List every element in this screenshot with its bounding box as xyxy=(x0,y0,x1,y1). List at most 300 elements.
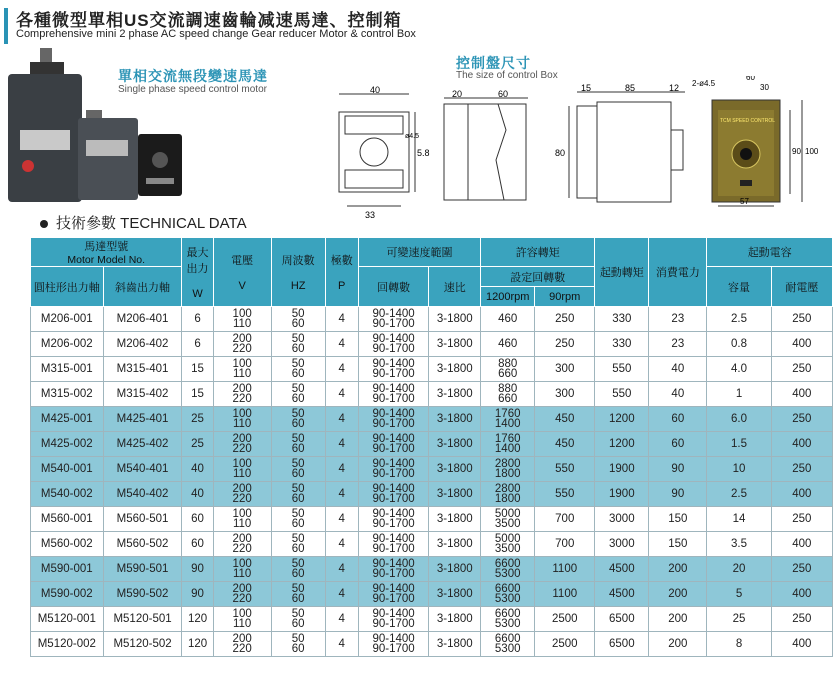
panel-brand-label: TCM SPEED CONTROL xyxy=(720,118,776,124)
cell-w xyxy=(182,307,213,332)
cell-t1a xyxy=(481,607,535,632)
cell-cyl xyxy=(31,382,104,407)
page-title: 各種微型單相US交流調速齒輪减速馬達、控制箱 xyxy=(16,11,402,30)
cell-cyl xyxy=(31,632,104,657)
cell-cap xyxy=(707,382,771,407)
cell-t2 xyxy=(535,407,595,432)
cell-cap xyxy=(707,482,771,507)
dim-panel-h2: 100 xyxy=(805,147,819,156)
cell-p xyxy=(325,582,358,607)
cell-value: 60 xyxy=(291,518,305,530)
cell-value: 110 xyxy=(232,468,252,480)
cell-wv xyxy=(771,582,832,607)
cell-value: 3-1800 xyxy=(436,538,473,550)
cell-value: 220 xyxy=(232,543,252,555)
cell-value: 3-1800 xyxy=(436,463,473,475)
cell-value: 6600 xyxy=(494,633,521,645)
cell-value: 0.8 xyxy=(731,338,748,350)
cell-value: 110 xyxy=(232,618,252,630)
cell-ratio xyxy=(429,357,481,382)
cell-v1 xyxy=(213,407,271,432)
header-power-label: 最大出力 xyxy=(186,247,209,275)
cell-value: 90-1400 xyxy=(372,383,415,395)
cell-cap xyxy=(707,582,771,607)
cell-w xyxy=(182,382,213,407)
page-subtitle: Comprehensive mini 2 phase AC speed change Gear reducer Motor & control Box xyxy=(16,28,416,40)
cell-pc xyxy=(649,407,707,432)
cell-w xyxy=(182,632,213,657)
cell-value: 60 xyxy=(671,413,685,425)
cell-hz1 xyxy=(271,507,325,532)
cell-value: 4 xyxy=(338,388,345,400)
cell-value: 3000 xyxy=(609,538,635,550)
cell-value: 100 xyxy=(232,458,252,470)
cell-t1a xyxy=(481,582,535,607)
cell-cap xyxy=(707,532,771,557)
cell-value: 4 xyxy=(338,438,345,450)
header-capacity: 容量 xyxy=(707,267,771,307)
cell-value: 400 xyxy=(792,438,812,450)
cell-value: 400 xyxy=(792,338,812,350)
cell-w xyxy=(182,482,213,507)
cell-value: 3-1800 xyxy=(436,338,473,350)
bullet-icon xyxy=(40,220,48,228)
cell-r1 xyxy=(358,607,429,632)
cell-value: 100 xyxy=(232,508,252,520)
cell-value: 2800 xyxy=(494,458,521,470)
cell-v1 xyxy=(213,382,271,407)
cell-value: 300 xyxy=(555,388,575,400)
cell-value: 25 xyxy=(732,613,746,625)
cell-value: 1200 xyxy=(609,438,635,450)
table-row xyxy=(31,507,833,532)
cell-value: 110 xyxy=(232,568,252,580)
cell-value: M315-002 xyxy=(40,388,93,400)
cell-r1 xyxy=(358,332,429,357)
cell-r1 xyxy=(358,432,429,457)
cell-ratio xyxy=(429,582,481,607)
cell-w xyxy=(182,332,213,357)
cell-t1a xyxy=(481,482,535,507)
table-row xyxy=(31,532,833,557)
cell-value: 60 xyxy=(291,643,305,655)
cell-cyl xyxy=(31,507,104,532)
cell-ratio xyxy=(429,382,481,407)
cell-value: M425-401 xyxy=(116,413,169,425)
cell-ratio xyxy=(429,532,481,557)
cell-pc xyxy=(649,457,707,482)
cell-value: 150 xyxy=(668,538,688,550)
cell-value: 60 xyxy=(191,513,204,525)
cell-value: 90-1700 xyxy=(372,518,415,530)
cell-value: 220 xyxy=(232,493,252,505)
cell-value: 200 xyxy=(232,333,252,345)
cell-w xyxy=(182,457,213,482)
cell-value: 90-1700 xyxy=(372,368,415,380)
cell-ratio xyxy=(429,432,481,457)
cell-value: 3-1800 xyxy=(436,363,473,375)
cell-value: 50 xyxy=(291,483,305,495)
dim-side-a: 20 xyxy=(452,90,463,99)
header-accent-bar xyxy=(4,8,8,44)
cell-value: 14 xyxy=(732,513,746,525)
cell-hel xyxy=(103,507,182,532)
cell-value: 4 xyxy=(338,613,345,625)
dim-panel-h1: 90 xyxy=(792,147,801,156)
cell-value: 5000 xyxy=(494,508,521,520)
cell-ratio xyxy=(429,457,481,482)
dim-box-c: 12 xyxy=(669,84,680,93)
cell-value: 40 xyxy=(671,363,685,375)
dim-socket-height: 5.8 xyxy=(417,148,430,158)
cell-t2 xyxy=(535,557,595,582)
cell-value: 90-1700 xyxy=(372,343,415,355)
cell-pc xyxy=(649,607,707,632)
cell-cap xyxy=(707,457,771,482)
cell-value: 90-1700 xyxy=(372,618,415,630)
cell-v1 xyxy=(213,332,271,357)
cell-hel xyxy=(103,482,182,507)
cell-value: 60 xyxy=(291,543,305,555)
cell-value: 460 xyxy=(498,338,518,350)
cell-value: M540-401 xyxy=(116,463,169,475)
cell-value: 250 xyxy=(792,413,812,425)
cell-t1a xyxy=(481,332,535,357)
cell-value: M540-002 xyxy=(40,488,93,500)
cell-t2 xyxy=(535,482,595,507)
cell-value: 5300 xyxy=(494,618,521,630)
cell-cyl xyxy=(31,332,104,357)
cell-value: 250 xyxy=(792,613,812,625)
cell-p xyxy=(325,382,358,407)
unit-p: P xyxy=(338,280,346,292)
cell-value: 60 xyxy=(291,318,305,330)
cell-value: 90-1400 xyxy=(372,533,415,545)
table-row xyxy=(31,432,833,457)
cell-value: 220 xyxy=(232,593,252,605)
cell-st xyxy=(595,532,649,557)
cell-value: 100 xyxy=(232,358,252,370)
cell-value: 60 xyxy=(291,568,305,580)
cell-value: 330 xyxy=(612,313,632,325)
cell-r1 xyxy=(358,357,429,382)
cell-cap xyxy=(707,632,771,657)
cell-ratio xyxy=(429,482,481,507)
cell-value: 60 xyxy=(291,443,305,455)
cell-value: 90-1400 xyxy=(372,433,415,445)
cell-value: 90-1700 xyxy=(372,443,415,455)
header-poles-label: 極數 xyxy=(330,255,353,267)
cell-value: M590-501 xyxy=(116,563,169,575)
cell-pc xyxy=(649,382,707,407)
cell-value: 200 xyxy=(668,638,688,650)
cell-t2 xyxy=(535,357,595,382)
cell-pc xyxy=(649,507,707,532)
cell-st xyxy=(595,382,649,407)
cell-pc xyxy=(649,482,707,507)
cell-value: 880 xyxy=(498,383,518,395)
header-start-torque: 起動轉矩 xyxy=(595,238,649,307)
cell-v1 xyxy=(213,507,271,532)
cell-value: 23 xyxy=(671,313,685,325)
cell-cap xyxy=(707,357,771,382)
cell-value: 700 xyxy=(555,538,575,550)
cell-value: 3500 xyxy=(494,543,521,555)
cell-t2 xyxy=(535,457,595,482)
table-row xyxy=(31,482,833,507)
cell-value: M540-001 xyxy=(40,463,93,475)
cell-value: 110 xyxy=(232,418,252,430)
cell-t1a xyxy=(481,357,535,382)
cell-value: 100 xyxy=(232,558,252,570)
cell-t1a xyxy=(481,407,535,432)
cell-st xyxy=(595,432,649,457)
cell-value: 200 xyxy=(232,633,252,645)
header-90rpm: 90rpm xyxy=(535,287,595,307)
cell-hz1 xyxy=(271,632,325,657)
cell-cap xyxy=(707,507,771,532)
cell-value: M315-402 xyxy=(116,388,169,400)
dim-socket-width: 40 xyxy=(370,86,381,95)
cell-value: M206-001 xyxy=(40,313,93,325)
cell-v1 xyxy=(213,607,271,632)
header-set-rpm: 設定回轉數 xyxy=(481,267,595,287)
box-side-drawing xyxy=(555,84,690,209)
cell-st xyxy=(595,607,649,632)
cell-t1a xyxy=(481,507,535,532)
cell-hz1 xyxy=(271,557,325,582)
cell-value: 1900 xyxy=(609,488,635,500)
cell-value: 200 xyxy=(232,433,252,445)
cell-cyl xyxy=(31,532,104,557)
cell-value: 6 xyxy=(194,338,201,350)
cell-value: 90-1700 xyxy=(372,468,415,480)
cell-value: 50 xyxy=(291,458,305,470)
cell-t2 xyxy=(535,532,595,557)
header-withstand: 耐電壓 xyxy=(771,267,832,307)
cell-value: 3-1800 xyxy=(436,488,473,500)
cell-value: 1760 xyxy=(494,408,521,420)
cell-hz1 xyxy=(271,482,325,507)
cell-wv xyxy=(771,432,832,457)
cell-p xyxy=(325,307,358,332)
cell-value: 50 xyxy=(291,583,305,595)
cell-t2 xyxy=(535,607,595,632)
cell-value: 60 xyxy=(291,393,305,405)
cell-r1 xyxy=(358,557,429,582)
cell-t2 xyxy=(535,507,595,532)
cell-cyl xyxy=(31,307,104,332)
table-row xyxy=(31,457,833,482)
cell-value: 90-1400 xyxy=(372,408,415,420)
cell-value: 5300 xyxy=(494,643,521,655)
cell-value: 120 xyxy=(187,613,208,625)
cell-value: 200 xyxy=(232,383,252,395)
cell-value: 3-1800 xyxy=(436,513,473,525)
cell-ratio xyxy=(429,557,481,582)
cell-value: 6600 xyxy=(494,583,521,595)
cell-value: 150 xyxy=(668,513,688,525)
cell-st xyxy=(595,482,649,507)
cell-p xyxy=(325,557,358,582)
cell-cyl xyxy=(31,482,104,507)
table-row xyxy=(31,307,833,332)
cell-t1a xyxy=(481,432,535,457)
cell-t2 xyxy=(535,332,595,357)
cell-w xyxy=(182,507,213,532)
cell-value: M590-502 xyxy=(116,588,169,600)
cell-ratio xyxy=(429,407,481,432)
cell-value: 400 xyxy=(792,488,812,500)
cell-value: 3-1800 xyxy=(436,438,473,450)
cell-value: 3-1800 xyxy=(436,413,473,425)
cell-value: 250 xyxy=(792,563,812,575)
cell-value: 660 xyxy=(498,393,518,405)
cell-p xyxy=(325,357,358,382)
cell-value: 60 xyxy=(291,343,305,355)
socket-drawing xyxy=(325,86,430,220)
cell-st xyxy=(595,457,649,482)
cell-value: M206-401 xyxy=(116,313,169,325)
cell-pc xyxy=(649,432,707,457)
header-torque: 許容轉矩 xyxy=(481,238,595,267)
cell-cap xyxy=(707,607,771,632)
cell-value: M5120-001 xyxy=(37,613,96,625)
cell-value: 4 xyxy=(338,313,345,325)
motor-section-title: 單相交流無段變速馬達 xyxy=(118,68,268,84)
unit-w: W xyxy=(192,288,203,300)
table-row xyxy=(31,582,833,607)
cell-value: 90-1400 xyxy=(372,483,415,495)
cell-value: 1800 xyxy=(494,468,521,480)
cell-v1 xyxy=(213,557,271,582)
cell-hel xyxy=(103,382,182,407)
spec-table xyxy=(30,237,833,657)
cell-value: 60 xyxy=(291,368,305,380)
cell-w xyxy=(182,582,213,607)
cell-st xyxy=(595,332,649,357)
cell-r1 xyxy=(358,382,429,407)
cell-hel xyxy=(103,357,182,382)
cell-value: 90 xyxy=(191,563,204,575)
cell-value: 4 xyxy=(338,563,345,575)
cell-p xyxy=(325,507,358,532)
cell-hz1 xyxy=(271,607,325,632)
cell-value: 6500 xyxy=(609,613,635,625)
cell-value: 60 xyxy=(291,468,305,480)
cell-value: 400 xyxy=(792,638,812,650)
cell-value: 300 xyxy=(555,363,575,375)
header-speed: 可變速度範圍 xyxy=(358,238,480,267)
cell-value: 220 xyxy=(232,393,252,405)
cell-cyl xyxy=(31,557,104,582)
table-row xyxy=(31,332,833,357)
cell-value: 550 xyxy=(555,463,575,475)
cell-value: 90-1400 xyxy=(372,458,415,470)
header-ratio: 速比 xyxy=(429,267,481,307)
dim-box-b: 85 xyxy=(625,84,636,93)
cell-value: 1200 xyxy=(609,413,635,425)
cell-value: M5120-501 xyxy=(113,613,172,625)
cell-value: 200 xyxy=(232,583,252,595)
technical-data-label: 技術參數 TECHNICAL DATA xyxy=(56,215,247,232)
cell-t2 xyxy=(535,632,595,657)
cell-value: 100 xyxy=(232,608,252,620)
cell-value: 50 xyxy=(291,633,305,645)
cell-value: 1100 xyxy=(552,563,578,575)
table-row xyxy=(31,607,833,632)
cell-value: M425-402 xyxy=(116,438,169,450)
cell-value: 1800 xyxy=(494,493,521,505)
cell-v1 xyxy=(213,532,271,557)
motor-section-subtitle: Single phase speed control motor xyxy=(118,84,267,95)
cell-st xyxy=(595,582,649,607)
cell-wv xyxy=(771,307,832,332)
cell-value: 4 xyxy=(338,488,345,500)
cell-value: 220 xyxy=(232,343,252,355)
cell-hz1 xyxy=(271,582,325,607)
cell-value: 2500 xyxy=(551,638,578,650)
cell-st xyxy=(595,557,649,582)
cell-value: 1 xyxy=(735,388,743,400)
cell-value: 50 xyxy=(291,333,305,345)
cell-pc xyxy=(649,532,707,557)
header-1200rpm: 1200rpm xyxy=(481,287,535,307)
cell-value: 110 xyxy=(232,518,252,530)
cell-r1 xyxy=(358,307,429,332)
cell-hz1 xyxy=(271,382,325,407)
cell-value: 90-1700 xyxy=(372,643,415,655)
cell-value: M540-402 xyxy=(116,488,169,500)
cell-w xyxy=(182,557,213,582)
cell-value: 4500 xyxy=(609,588,635,600)
cell-value: 550 xyxy=(612,363,632,375)
cell-value: 220 xyxy=(232,643,252,655)
cell-wv xyxy=(771,632,832,657)
header-model-zh: 馬達型號 xyxy=(84,241,129,253)
cell-v1 xyxy=(213,307,271,332)
cell-value: 60 xyxy=(291,618,305,630)
cell-value: 25 xyxy=(191,413,204,425)
header-cylindrical: 圓柱形出力軸 xyxy=(31,267,104,307)
cell-pc xyxy=(649,632,707,657)
cell-value: M315-401 xyxy=(116,363,169,375)
cell-p xyxy=(325,532,358,557)
cell-value: 5000 xyxy=(494,533,521,545)
cell-value: 400 xyxy=(792,588,812,600)
cell-value: 90-1400 xyxy=(372,508,415,520)
cell-cap xyxy=(707,332,771,357)
cell-value: 1400 xyxy=(494,418,521,430)
cell-value: 60 xyxy=(671,438,685,450)
cell-value: 3000 xyxy=(609,513,635,525)
cell-value: 200 xyxy=(232,483,252,495)
cell-value: 200 xyxy=(232,533,252,545)
cell-w xyxy=(182,357,213,382)
cell-p xyxy=(325,482,358,507)
cell-value: M206-402 xyxy=(116,338,169,350)
cell-t1a xyxy=(481,457,535,482)
cell-p xyxy=(325,607,358,632)
cell-value: 880 xyxy=(498,358,518,370)
side-view-drawing xyxy=(440,90,535,205)
cell-r1 xyxy=(358,582,429,607)
cell-r1 xyxy=(358,482,429,507)
cell-value: 100 xyxy=(232,408,252,420)
cell-value: 120 xyxy=(187,638,208,650)
cell-hel xyxy=(103,432,182,457)
cell-value: 2.5 xyxy=(731,488,748,500)
